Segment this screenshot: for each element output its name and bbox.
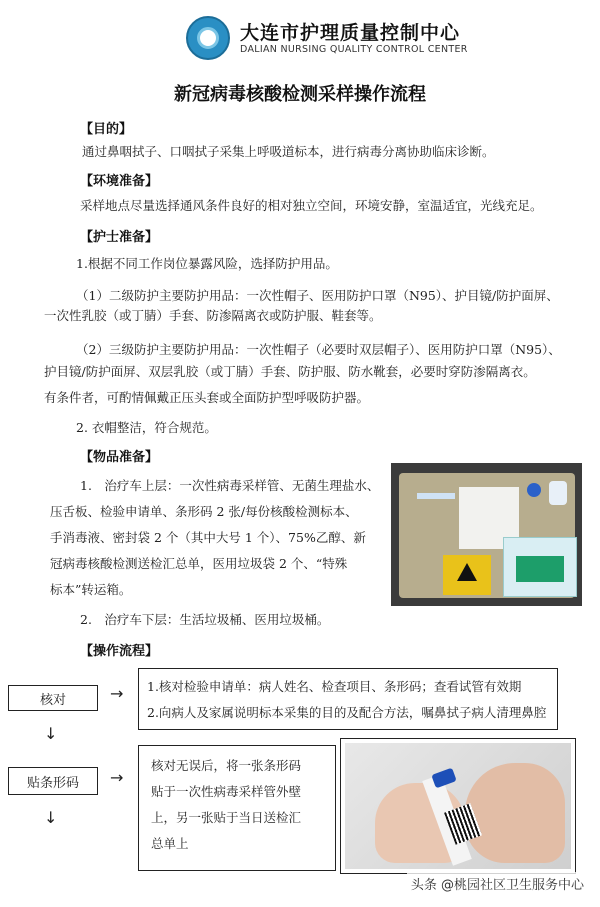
page-title: 新冠病毒核酸检测采样操作流程 xyxy=(174,84,426,105)
purpose-text: 通过鼻咽拭子、口咽拭子采集上呼吸道标本，进行病毒分离协助临床诊断。 xyxy=(82,144,495,159)
org-name-en: DALIAN NURSING QUALITY CONTROL CENTER xyxy=(240,44,468,55)
purpose-heading: 【目的】 xyxy=(80,122,133,137)
step-barcode-detail-box xyxy=(138,745,336,871)
barcode-tube-photo xyxy=(340,738,576,874)
arrow-down-icon: ↓ xyxy=(44,808,58,827)
nurse-item: 有条件者，可酌情佩戴正压头套或全面防护型呼吸防护器。 xyxy=(44,390,370,405)
supplies-item: 冠病毒核酸检测送检汇总单，医用垃圾袋 2 个、“特殊 xyxy=(50,556,348,571)
nurse-item: 一次性乳胶（或丁腈）手套、防渗隔离衣或防护服、鞋套等。 xyxy=(44,308,382,323)
supplies-heading: 【物品准备】 xyxy=(80,450,159,465)
supplies-item: 2. 治疗车下层：生活垃圾桶、医用垃圾桶。 xyxy=(80,612,330,627)
environment-heading: 【环境准备】 xyxy=(80,174,159,189)
source-watermark: 头条 @桃园社区卫生服务中心 xyxy=(407,872,588,895)
supplies-item: 1. 治疗车上层：一次性病毒采样管、无菌生理盐水、 xyxy=(80,478,380,493)
supplies-item: 压舌板、检验申请单、条形码 2 张/每份核酸检测标本、 xyxy=(50,504,358,519)
org-name-cn: 大连市护理质量控制中心 xyxy=(240,22,461,44)
step-detail: 2.向病人及家属说明标本采集的目的及配合方法，嘱鼻拭子病人清理鼻腔 xyxy=(147,705,547,720)
step-detail: 贴于一次性病毒采样管外壁 xyxy=(151,784,302,799)
step-detail: 总单上 xyxy=(151,836,189,851)
nurse-item: （2）三级防护主要防护用品：一次性帽子（必要时双层帽子）、医用防护口罩（N95）、 xyxy=(76,342,561,357)
step-label: 贴条形码 xyxy=(26,776,79,791)
arrow-right-icon: → xyxy=(110,768,124,787)
step-label: 核对 xyxy=(39,693,66,708)
supplies-item: 手消毒液、密封袋 2 个（其中大号 1 个）、75%乙醇、新 xyxy=(50,530,366,545)
procedure-heading: 【操作流程】 xyxy=(80,644,159,659)
arrow-right-icon: → xyxy=(110,684,124,703)
nurse-item: 护目镜/防护面屏、双层乳胶（或丁腈）手套、防护服、防水靴套，必要时穿防渗隔离衣。 xyxy=(44,364,536,379)
step-barcode-box xyxy=(8,767,98,795)
nurse-item: 1.根据不同工作岗位暴露风险，选择防护用品。 xyxy=(76,256,338,271)
step-check-detail-box xyxy=(138,668,558,730)
nurse-item: 2. 衣帽整洁，符合规范。 xyxy=(76,420,217,435)
nurse-item: （1）二级防护主要防护用品：一次性帽子、医用防护口罩（N95）、护目镜/防护面屏、 xyxy=(76,288,559,303)
step-detail: 上，另一张贴于当日送检汇 xyxy=(151,810,302,825)
arrow-down-icon: ↓ xyxy=(44,724,58,743)
environment-text: 采样地点尽量选择通风条件良好的相对独立空间，环境安静，室温适宜，光线充足。 xyxy=(80,198,543,213)
biohazard-icon xyxy=(457,563,477,581)
nurse-heading: 【护士准备】 xyxy=(80,230,159,245)
supplies-item: 标本”转运箱。 xyxy=(50,582,132,597)
step-check-box xyxy=(8,685,98,711)
org-logo xyxy=(186,16,230,60)
treatment-cart-photo xyxy=(391,463,582,606)
step-detail: 核对无误后，将一张条形码 xyxy=(151,758,302,773)
step-detail: 1.核对检验申请单：病人姓名、检查项目、条形码；查看试管有效期 xyxy=(147,679,522,694)
